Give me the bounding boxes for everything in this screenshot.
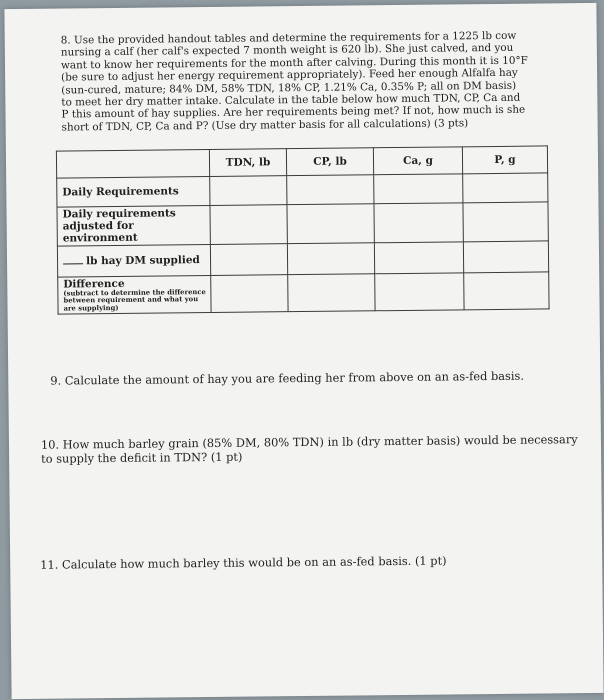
table-header-ca: Ca, g	[373, 147, 462, 175]
cell-adjusted-ca[interactable]	[374, 203, 463, 243]
question-11-text: 11. Calculate how much barley this would be on an as-fed basis. (1 pt)	[40, 553, 447, 572]
cell-daily-cp[interactable]	[287, 175, 374, 205]
cell-difference-tdn[interactable]	[211, 275, 288, 313]
row-label-hay-supplied	[57, 244, 210, 277]
worksheet-page	[4, 3, 603, 699]
cell-daily-ca[interactable]	[374, 174, 463, 204]
question-10-text: 10. How much barley grain (85% DM, 80% TDN) in lb (dry matter basis) would be necessary to supply the deficit in TDN? (1 pt)	[40, 432, 578, 466]
cell-adjusted-cp[interactable]	[287, 204, 374, 244]
table-header-cp: CP, lb	[286, 148, 373, 176]
cell-hay-cp[interactable]	[287, 243, 374, 275]
hay-supplied-label: lb hay DM supplied	[85, 254, 200, 268]
difference-note: (subtract to determine the difference between requirement and what you are supplying)	[63, 287, 206, 313]
row-label-adjusted-requirements: Daily requirements adjusted for environment	[57, 205, 210, 246]
cell-daily-p[interactable]	[463, 173, 548, 203]
row-label-daily-requirements: Daily Requirements	[57, 176, 210, 207]
table-row	[57, 241, 548, 277]
cell-difference-p[interactable]	[464, 272, 549, 310]
cell-hay-p[interactable]	[463, 241, 548, 273]
table-header-p: P, g	[462, 146, 547, 174]
cell-daily-tdn[interactable]	[210, 176, 287, 206]
table-row	[57, 202, 548, 246]
question-9-text: 9. Calculate the amount of hay you are feeding her from above on an as-fed basis.	[50, 368, 525, 388]
requirements-table	[56, 145, 550, 314]
cell-difference-cp[interactable]	[288, 274, 375, 312]
table-header-tdn: TDN, lb	[209, 149, 286, 177]
cell-hay-tdn[interactable]	[210, 244, 287, 276]
cell-hay-ca[interactable]	[374, 242, 463, 274]
table-row	[58, 272, 549, 314]
cell-adjusted-tdn[interactable]	[210, 205, 287, 245]
cell-adjusted-p[interactable]	[463, 202, 548, 242]
difference-label: Difference	[63, 277, 125, 291]
hay-amount-blank[interactable]	[63, 263, 83, 264]
question-8-text: 8. Use the provided handout tables and determine the requirements for a 1225 lb cow nursing a calf (her calf's expected 7 month weight is 620 lb). She just calved, and you want to know her requirements for the month after calving. During this month it is 10°F (be sure to adjust her energy requirement appropriately). Feed her enough Alfalfa hay (sun-cured, mature; 84% DM, 58% TDN, 18% CP, 1.21% Ca, 0.35% P; all on DM basis) to meet her dry matter intake. Calculate in the table below how much TDN, CP, Ca and P this amount of hay supplies. Are her requirements being met? If not, how much is she short of TDN, CP, Ca and P? (Use dry matter basis for all calculations) (3 pts)	[60, 29, 528, 134]
row-label-difference	[58, 275, 211, 314]
table-header-blank	[56, 149, 209, 178]
cell-difference-ca[interactable]	[375, 273, 464, 311]
